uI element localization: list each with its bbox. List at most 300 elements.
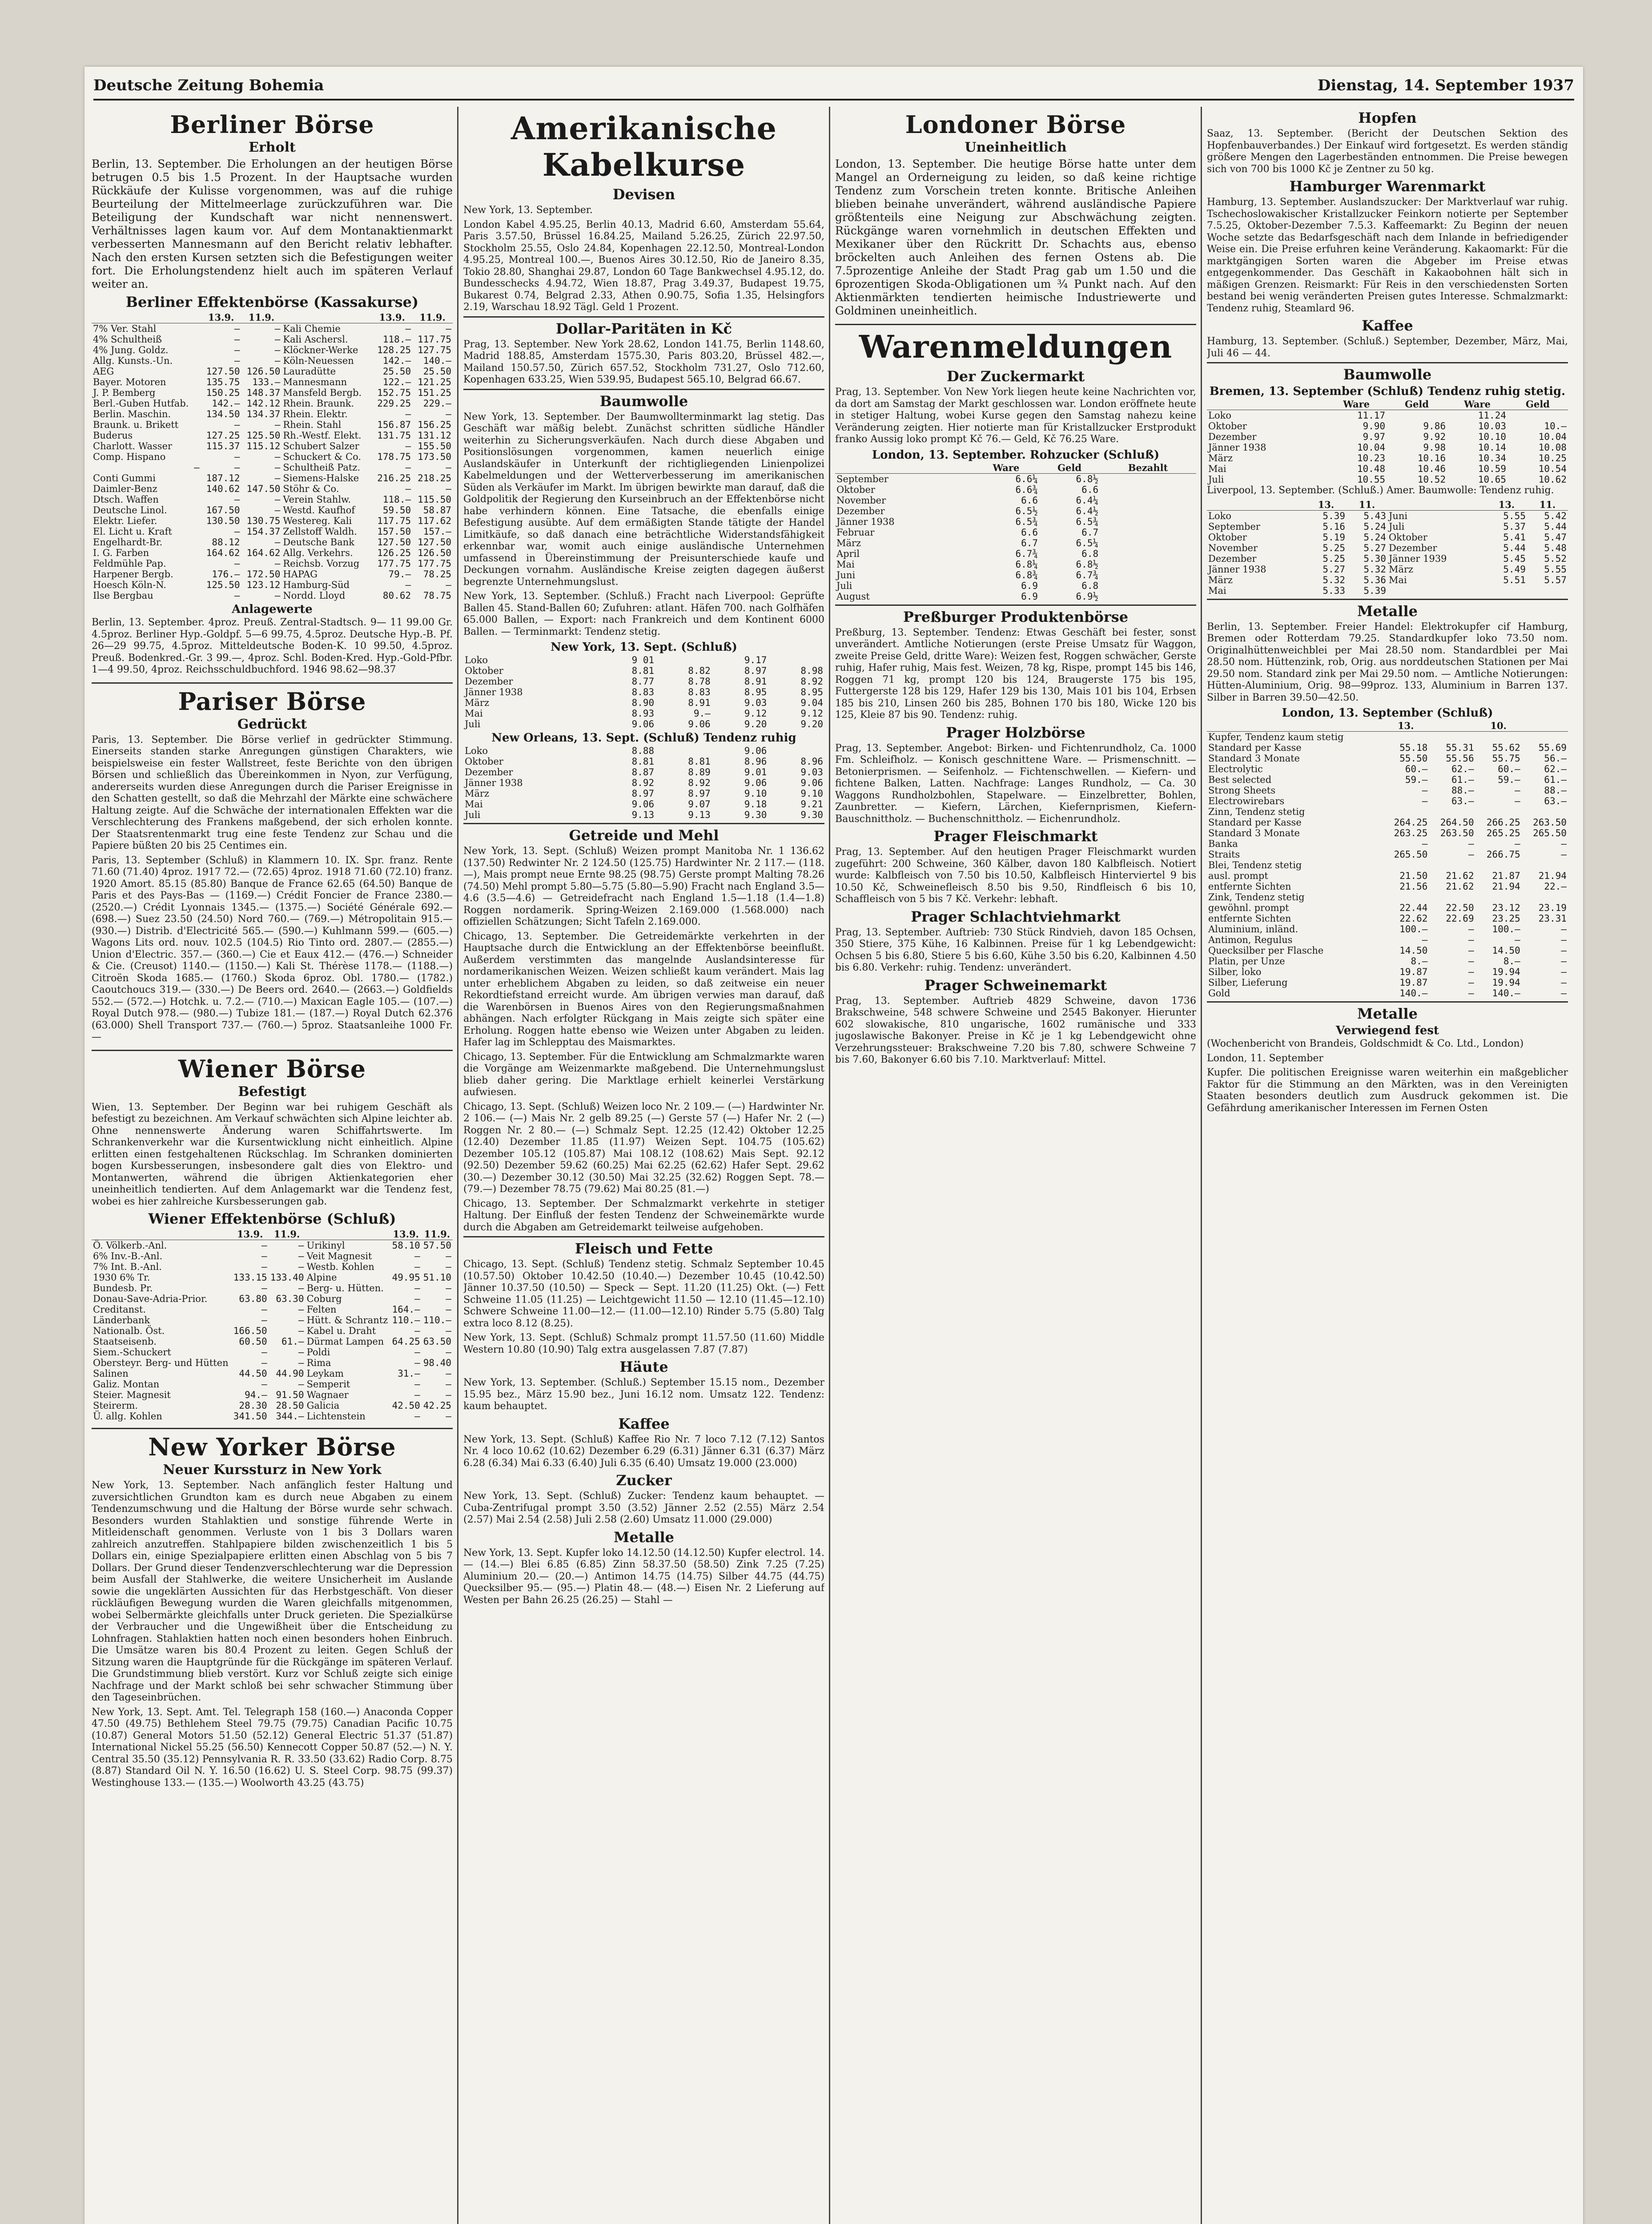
table-cell: 60.— bbox=[1498, 764, 1520, 774]
table-cell: 23.31 bbox=[1538, 913, 1567, 924]
table-cell bbox=[1100, 548, 1196, 559]
divider bbox=[835, 324, 1196, 325]
table-cell: 133.40 bbox=[270, 1272, 304, 1283]
table-row bbox=[463, 719, 824, 729]
section-title: Warenmeldungen bbox=[859, 328, 1173, 365]
section-title: Wiener Börse bbox=[178, 1054, 366, 1083]
table-cell: 6.6 bbox=[1021, 495, 1038, 506]
table-cell: Jänner 1938 bbox=[465, 687, 523, 697]
table-cell: 8.78 bbox=[688, 676, 711, 687]
table-cell: — bbox=[234, 451, 240, 462]
table-cell: 8.83 bbox=[631, 687, 655, 697]
table-cell: — bbox=[1468, 924, 1474, 935]
table-row bbox=[92, 1400, 453, 1411]
newspaper-page bbox=[84, 67, 1583, 2224]
table-cell: Juli bbox=[465, 810, 481, 820]
table-cell: — bbox=[261, 1283, 267, 1293]
table-row bbox=[463, 810, 824, 820]
table-cell: — bbox=[414, 1283, 420, 1293]
table-cell: — bbox=[1561, 849, 1567, 860]
table-cell: 56.— bbox=[1544, 753, 1567, 764]
table-row bbox=[463, 655, 824, 665]
sub-title: Baumwolle bbox=[1343, 366, 1432, 383]
table-cell: Juli bbox=[465, 719, 481, 729]
table-cell: 55.50 bbox=[1399, 753, 1428, 764]
table-row bbox=[92, 580, 453, 590]
quote-table bbox=[1207, 721, 1568, 999]
table-cell: — bbox=[1468, 977, 1474, 988]
table-cell: 110.— bbox=[392, 1315, 420, 1326]
table-cell: Hütt. & Schrantz bbox=[306, 1315, 388, 1326]
table-cell: 42.25 bbox=[423, 1400, 451, 1411]
table-cell bbox=[1100, 516, 1196, 527]
table-cell: 127.25 bbox=[206, 430, 240, 441]
table-cell: 115.50 bbox=[418, 494, 451, 505]
table-cell bbox=[1522, 892, 1568, 902]
table-header-cell: Ware bbox=[1447, 399, 1507, 410]
article-text: Prag, 13. September. Auftrieb: 730 Stück Rindvieh, davon 185 Ochsen, 350 Stiere, 375 Kühe, 16 Kalbinnen. Preise für 1 kg Lebendgewicht: Ochsen 5 bis 6.80, Stiere 5 bis 6.60, Kühe 3.50 bis 6.20, Kalbinnen 4.50 bis 6.80. Verkehr: ruhig. Tendenz: unverändert. bbox=[835, 927, 1196, 973]
divider bbox=[92, 1428, 453, 1429]
quote-text: New York, 13. Sept. Amt. Tel. Telegraph 158 (160.—) Anaconda Copper 47.50 (49.75) Bethlehem Steel 79.75 (79.75) Canadian Pacific 10.75 (10.87) General Motors 51.50 (52.12) General Electric 51.37 (51.87) International Nickel 55.25 (56.50) Kennecott Copper 50.87 (52.—) N. Y. Central 35.50 (35.12) Pennsylvania R. R. 33.50 (33.62) Radio Corp. 8.75 (8.87) Standard Oil N. Y. 16.50 (16.62) U. S. Steel Corp. 98.75 (99.37) Westinghouse 133.— (135.—) Woolworth 43.25 (43.75) bbox=[92, 1706, 453, 1789]
table-cell bbox=[1429, 806, 1475, 817]
dateline: New York, 13. September. bbox=[463, 205, 593, 216]
table-cell: — bbox=[234, 462, 240, 473]
article-text: New York, 13. September. Nach anfänglich fester Haltung und zuversichtlichen Grundton kam es durch neue Abgaben zu einem Tendenzumschwung und die Haltung der Börse wurde sehr schwach. Besonders wurden Stahlaktien und sonstige führende Werte in Mitleidenschaft genommen. Verluste von 1 bis 3 Dollars waren zahlreich anzutreffen. Stahlpapiere bilden zwischenzeitlich 1 bis 5 Dollars ein, einige Spezialpapiere erlitten einen Abschlag von 5 bis 7 Dollars. Der Grund dieser Tendenzverschlechterung war die Depression beim Ausfall der Stahlwerke, die weitere Unsicherheit im Auslande sowie die ungeklärten Aussichten für das Herbstgeschäft. Von dieser rückläufigen Bewegung wurden die Waren gleichfalls mitgenommen, wobei Selbermärkte gleichfalls unter Druck gerieten. Die Spezialkürse der Verbraucher und die Ungewißheit über die Entscheidung zu Lohnfragen. Stahlaktien hatten noch einen besonders hohen Einbruch. Die Umsätze waren bis 80.4 Prozent zu leiten. Gegen Schluß der Sitzung waren die Hauptgründe für die Rückgänge im späteren Verlauf. Die Grundstimmung blieb verstört. Kurz vor Schluß zeigte sich einige Nachfrage und der Markt schloß bei sehr schwacher Stimmung über den Tageseinbrüchen. bbox=[92, 1480, 453, 1703]
table-cell bbox=[1100, 591, 1196, 602]
table-cell: Juli bbox=[1208, 474, 1224, 485]
article-text: Prag, 13. September. Auftrieb 4829 Schweine, davon 1736 Brakschweine, 548 schwere Schweine und 2545 Bakonyer. Hierunter 602 slowakische, 810 ungarische, 1602 rumänische und 333 jugoslawische Bakonyer. Preise in Kč je 1 kg Lebendgewicht ohne Verzehrungssteuer: Brakschweine 7.20 bis 7.80, schwere Schweine 7 bis 7.60, Bakonyer 6.60 bis 7.10. Marktverlauf: Mittel. bbox=[835, 995, 1196, 1065]
table-cell: 117.62 bbox=[418, 516, 451, 526]
table-cell: — bbox=[446, 1347, 451, 1358]
table-cell: 5.44 bbox=[1503, 542, 1526, 553]
table-cell: Galiz. Montan bbox=[93, 1379, 160, 1390]
table-cell: — bbox=[1468, 967, 1474, 977]
table-cell: 6.8 bbox=[1081, 548, 1099, 559]
table-cell: 10.08 bbox=[1538, 442, 1567, 453]
table-row bbox=[1207, 945, 1568, 956]
table-cell bbox=[1383, 860, 1429, 870]
table-cell: Berg- u. Hütten. bbox=[306, 1283, 384, 1293]
table-cell: 118.— bbox=[382, 494, 411, 505]
table-cell: 5.25 bbox=[1322, 542, 1345, 553]
table-cell: Oktober bbox=[836, 484, 875, 495]
table-cell: 8.91 bbox=[688, 697, 711, 708]
table-cell: 60.— bbox=[1405, 764, 1428, 774]
table-cell: Engelhardt-Br. bbox=[93, 537, 163, 548]
table-cell: 9.06 bbox=[631, 719, 655, 729]
table-cell: — bbox=[261, 1347, 267, 1358]
table-cell: — bbox=[1468, 988, 1474, 999]
table-cell: — bbox=[261, 1261, 267, 1272]
table-cell: Silber, loko bbox=[1208, 967, 1262, 977]
table-cell: Mai bbox=[1388, 574, 1407, 585]
table-cell: 178.75 bbox=[377, 451, 411, 462]
table-cell: 121.25 bbox=[418, 377, 451, 387]
quote-text: Chicago, 13. Sept. (Schluß) Weizen loco Nr. 2 109.— (—) Hardwinter Nr. 2 106.— (—) Mais Nr. 2 gelb 89.25 (—) Gerste 57 (—) Hafer Nr. 2 (—) Roggen Nr. 2 80.— (—) Schmalz Sept. 12.25 (12.42) Oktober 12.25 (12.40) Dezember 11.85 (11.97) Weizen Sept. 104.75 (105.62) Dezember 105.12 (105.87) Mai 108.12 (108.62) Mais Sept. 92.12 (92.50) Dezember 59.62 (60.25) Mai 62.25 (62.62) Hafer Sept. 29.62 (30.—) Dezember 30.12 (30.50) Mai 32.25 (32.62) Roggen Sept. 78.— (79.—) Dezember 78.75 (79.62) Mai 80.25 (81.—) bbox=[463, 1101, 824, 1195]
table-cell: 8.95 bbox=[744, 687, 767, 697]
table-cell: — bbox=[414, 1411, 420, 1422]
table-cell: Kupfer, Tendenz kaum stetig bbox=[1208, 732, 1344, 742]
table-cell: 88.12 bbox=[212, 537, 240, 548]
sub-title: Hopfen bbox=[1358, 109, 1417, 126]
table-row bbox=[92, 1358, 453, 1368]
table-header-cell bbox=[1387, 500, 1486, 511]
table-cell: Poldi bbox=[306, 1347, 330, 1358]
table-cell bbox=[1522, 806, 1568, 817]
table-cell: — bbox=[274, 558, 281, 569]
article-text: Paris, 13. September. Die Börse verlief in gedrückter Stimmung. Einerseits standen starke Anregungen günstigen Charakters, wie beispielsweise ein fester Wallstreet, feste Berichte von den übrigen Börsen und schließlich das Übereinkommen in Nyon, zur Verfügung, andererseits wurden diese Anregungen durch die Pariser Ereignisse in den Schatten gestellt, so daß die Mehrzahl der Märkte eine schwächere Haltung zeigte. Auf die Schwäche der internationalen Effekten war die Verschlechterung des Frankens maßgebend, der sich erholen konnte. Der Staatsrentenmarkt trug eine feste Tendenz zur Schau und die Papiere büßten 20 bis 25 Centimes ein. bbox=[92, 734, 453, 851]
table-row bbox=[1207, 742, 1568, 753]
table-cell: Westd. Kaufhof bbox=[283, 505, 355, 516]
table-cell: — bbox=[261, 1315, 267, 1326]
paris-section bbox=[92, 687, 453, 1044]
table-cell: Standard per Kasse bbox=[1208, 742, 1302, 753]
table-row bbox=[92, 483, 453, 494]
table-cell: Oktober bbox=[465, 756, 503, 767]
table-cell: 5.24 bbox=[1363, 532, 1386, 543]
table-cell: — bbox=[274, 462, 281, 473]
table-row bbox=[1207, 774, 1568, 785]
table-cell: 5.47 bbox=[1544, 532, 1567, 543]
table-cell: 19.87 bbox=[1399, 967, 1428, 977]
table-cell: 9.06 bbox=[744, 745, 767, 756]
table-cell bbox=[1475, 892, 1522, 902]
sub-title: Metalle bbox=[1357, 1005, 1418, 1022]
table-header-cell bbox=[1207, 500, 1306, 511]
table-cell: 127.75 bbox=[418, 345, 451, 355]
sub-title: Getreide und Mehl bbox=[569, 827, 719, 844]
table-cell: — bbox=[405, 483, 411, 494]
table-cell: 9.30 bbox=[744, 810, 767, 820]
table-cell: 8.92 bbox=[631, 778, 655, 788]
table-cell: Jänner 1938 bbox=[465, 778, 523, 788]
table-row bbox=[1207, 764, 1568, 774]
table-cell: Dezember bbox=[1208, 553, 1257, 564]
quote-text: New York, 13. Sept. Kupfer loko 14.12.50 (14.12.50) Kupfer electrol. 14.— (14.—) Blei 6.85 (6.85) Zinn 58.37.50 (58.50) Zink 7.25 (7.25) Aluminium 20.— (20.—) Antimon 14.75 (14.75) Silber 44.75 (44.75) Quecksilber 95.— (95.—) Platin 48.— (48.—) Eisen Nr. 2 Lieferung auf Westen per Bahn 26.25 (26.25) — Stahl — bbox=[463, 1547, 824, 1606]
table-cell: — bbox=[446, 1379, 451, 1390]
table-title: London, 13. September (Schluß) bbox=[1282, 706, 1493, 720]
table-cell: — bbox=[405, 409, 411, 419]
table-row bbox=[1207, 817, 1568, 828]
table-cell: 55.56 bbox=[1446, 753, 1474, 764]
table-cell: 10.23 bbox=[1357, 453, 1386, 463]
table-header-cell: Geld bbox=[1039, 463, 1100, 474]
table-cell: 6.8 bbox=[1081, 580, 1099, 591]
table-row bbox=[835, 591, 1196, 602]
table-cell bbox=[1429, 892, 1475, 902]
table-cell: Conti Gummi bbox=[93, 473, 156, 483]
table-cell: 9.18 bbox=[744, 799, 767, 810]
table-cell: 156.25 bbox=[418, 419, 451, 430]
table-cell: 21.56 bbox=[1399, 881, 1428, 892]
table-cell: 8.88 bbox=[631, 745, 655, 756]
table-cell bbox=[1383, 732, 1429, 743]
table-cell: 5.41 bbox=[1503, 532, 1526, 543]
sub-title: Häute bbox=[619, 1358, 668, 1375]
table-cell: — bbox=[298, 1283, 304, 1293]
table-cell: 57.50 bbox=[423, 1240, 451, 1251]
table-cell: Loko bbox=[1208, 410, 1231, 421]
table-header-row bbox=[835, 463, 1196, 474]
table-cell: 63.— bbox=[1544, 796, 1567, 806]
table-header-row bbox=[1207, 500, 1568, 511]
table-cell: 10.65 bbox=[1478, 474, 1507, 485]
article-text: Berlin, 13. September. Freier Handel: Elektrokupfer cif Hamburg, Bremen oder Rotterdam 79.25. Standardkupfer loko 73.50 nom. Originalhüttenweichblei per Mai 28.50 nom. Standardblei per Mai 28.50 nom. Hüttenzink, rob, Orig. aus norddeutschen Stationen per Mai 29.50 nom. Standard zink per Mai 29.50 nom. — Amtliche Notierungen: Hütten-Aluminium, Orig. 98—99proz. 133, Aluminium in Barren 137. Silber in Barren 39.50—42.50. bbox=[1207, 621, 1568, 703]
divider bbox=[1207, 362, 1568, 363]
table-cell: — bbox=[274, 494, 281, 505]
hopfen-section bbox=[1207, 109, 1568, 1114]
table-cell: — bbox=[274, 323, 281, 334]
table-cell: 10.— bbox=[1544, 421, 1567, 431]
table-cell: Oktober bbox=[465, 665, 503, 676]
table-cell: 341.50 bbox=[233, 1411, 267, 1422]
sub-title: Prager Fleischmarkt bbox=[933, 828, 1098, 845]
table-cell: Zink, Tendenz stetig bbox=[1208, 892, 1305, 902]
table-cell: Kali Aschersl. bbox=[283, 334, 348, 345]
table-cell: Silber, Lieferung bbox=[1208, 977, 1288, 988]
table-cell: — bbox=[1561, 924, 1567, 935]
table-cell: 10.04 bbox=[1538, 431, 1567, 442]
table-cell: 9.03 bbox=[744, 697, 767, 708]
table-cell: September bbox=[836, 473, 888, 484]
table-cell: — bbox=[446, 1390, 451, 1400]
table-cell: 9.06 bbox=[800, 778, 823, 788]
table-cell: 63.30 bbox=[276, 1293, 304, 1304]
table-cell: November bbox=[1208, 542, 1258, 553]
table-cell bbox=[1383, 806, 1429, 817]
table-cell: entfernte Sichten bbox=[1208, 881, 1291, 892]
table-cell: 344.— bbox=[276, 1411, 304, 1422]
table-cell: 167.50 bbox=[206, 505, 240, 516]
table-cell: Jänner 1938 bbox=[1208, 442, 1266, 453]
table-row bbox=[835, 506, 1196, 516]
table-cell: 127.50 bbox=[377, 537, 411, 548]
table-header-cell: Geld bbox=[1387, 399, 1447, 410]
table-cell: — bbox=[1468, 849, 1474, 860]
dateline: London, 11. September bbox=[1207, 1052, 1324, 1064]
table-cell: 94.— bbox=[245, 1390, 267, 1400]
table-cell: 6.6 bbox=[1021, 527, 1038, 538]
table-cell: 100.— bbox=[1399, 924, 1428, 935]
table-row bbox=[92, 1304, 453, 1315]
table-cell: Banka bbox=[1208, 838, 1238, 849]
table-cell bbox=[1522, 732, 1568, 743]
table-cell: 130.50 bbox=[206, 516, 240, 526]
table-title: Wiener Effektenbörse (Schluß) bbox=[148, 1210, 396, 1227]
table-cell: 91.50 bbox=[276, 1390, 304, 1400]
table-row bbox=[92, 398, 453, 409]
table-cell: Rima bbox=[306, 1358, 331, 1368]
table-cell: 61.— bbox=[1544, 774, 1567, 785]
table-cell bbox=[655, 655, 712, 665]
table-cell: 4% Jung. Goldz. bbox=[93, 345, 169, 355]
sub-title: Kaffee bbox=[1362, 317, 1413, 334]
table-cell: 125.50 bbox=[206, 580, 240, 590]
table-cell: März bbox=[1208, 453, 1233, 463]
table-cell: Lichtenstein bbox=[306, 1411, 366, 1422]
table-cell: 6.6 bbox=[1081, 484, 1099, 495]
table-cell: — bbox=[1422, 796, 1428, 806]
table-title: Bremen, 13. September (Schluß) Tendenz ruhig stetig. bbox=[1209, 385, 1566, 398]
table-cell: — bbox=[194, 462, 200, 473]
table-row bbox=[92, 1379, 453, 1390]
table-header-cell: 11.9. bbox=[422, 1229, 453, 1240]
table-cell: 9.— bbox=[693, 708, 711, 719]
table-cell: 6.6¼ bbox=[1015, 473, 1038, 484]
column-2 bbox=[463, 107, 824, 2224]
table-cell: Urikinyl bbox=[306, 1240, 345, 1251]
table-row bbox=[1207, 753, 1568, 764]
table-header-cell bbox=[1207, 399, 1326, 410]
table-row bbox=[92, 1315, 453, 1326]
article-text: Berlin, 13. September. Die Erholungen an der heutigen Börse betrugen 0.5 bis 1.5 Prozent. In der Hauptsache wurden Rückkäufe der Kulisse vorgenommen, was auf die ruhige Beurteilung der Mittelmeerlage zurückzuführen war. Die Beteiligung der Kundschaft war nicht nennenswert. Verhältnisses lagen kaum vor. Auf dem Montanaktienmarkt verbesserten Mannesmann auf den Bericht relativ lebhafter. Nach den ersten Kursen setzten sich die Befestigungen weiter fort. Die Erholungstendenz hielt auch im späteren Verlauf weiter an. bbox=[92, 157, 453, 290]
table-cell: Februar bbox=[836, 527, 875, 538]
table-header-cell: 11.9. bbox=[269, 1229, 305, 1240]
table-cell: Electrolytic bbox=[1208, 764, 1263, 774]
table-cell: — bbox=[234, 345, 240, 355]
table-row bbox=[92, 569, 453, 580]
table-cell: — bbox=[274, 419, 281, 430]
table-cell bbox=[1429, 860, 1475, 870]
table-cell: entfernte Sichten bbox=[1208, 913, 1291, 924]
divider bbox=[92, 1050, 453, 1051]
table-row bbox=[92, 537, 453, 548]
table-cell: — bbox=[234, 355, 240, 366]
table-cell: 44.50 bbox=[239, 1368, 267, 1379]
table-cell: 9.01 bbox=[744, 767, 767, 778]
table-cell: Dezember bbox=[1388, 542, 1437, 553]
table-cell: 22.62 bbox=[1399, 913, 1428, 924]
table-cell: 10.25 bbox=[1538, 453, 1567, 463]
section-subtitle: Erholt bbox=[249, 140, 296, 155]
table-header-cell: Bezahlt bbox=[1100, 463, 1196, 474]
table-cell: 10.54 bbox=[1538, 463, 1567, 474]
table-cell: 123.12 bbox=[246, 580, 281, 590]
column-rule bbox=[1201, 107, 1202, 2224]
table-cell: 23.19 bbox=[1538, 902, 1567, 913]
table-cell: Standard 3 Monate bbox=[1208, 828, 1300, 838]
table-row bbox=[1207, 543, 1568, 553]
table-cell: 126.25 bbox=[377, 548, 411, 558]
table-cell: 5.25 bbox=[1322, 553, 1345, 564]
table-cell: Hoesch Köln-N. bbox=[93, 580, 166, 590]
table-cell: 21.62 bbox=[1446, 870, 1474, 881]
table-cell: — bbox=[1515, 838, 1520, 849]
table-cell: 55.75 bbox=[1492, 753, 1520, 764]
table-cell: — bbox=[261, 1240, 267, 1251]
table-cell: 8.92 bbox=[800, 676, 823, 687]
table-cell: August bbox=[836, 591, 870, 602]
table-cell: 55.31 bbox=[1446, 742, 1474, 753]
table-cell: 5.33 bbox=[1322, 585, 1345, 596]
table-header-row bbox=[1207, 399, 1568, 410]
table-row bbox=[92, 1326, 453, 1336]
table-cell: Ü. allg. Kohlen bbox=[93, 1411, 162, 1422]
article-text: Chicago, 13. September. Für die Entwicklung am Schmalzmarkte waren die Vorgänge am Weizenmarkte maßgebend. Die Unternehmungslust blieb daher gering. Die Marktlage erhielt keinerlei Verstärkung aufwiesen. bbox=[463, 1051, 824, 1098]
divider bbox=[1207, 1001, 1568, 1003]
paper-name: Deutsche Zeitung Bohemia bbox=[93, 77, 324, 94]
table-cell: 23.25 bbox=[1492, 913, 1520, 924]
article-text: New York, 13. Sept. (Schluß) Weizen prompt Manitoba Nr. 1 136.62 (137.50) Redwinter Nr. 2 124.50 (125.75) Hardwinter Nr. 2 117.— (118.—), Mais prompt neue Ernte 98.25 (98.75) Gerste prompt Malting 78.26 (74.50) Mehl prompt 5.80—5.75 (5.80—5.90) Fracht nach England 3.5—4.6 (3.5—4.6) — Getreidefracht nach England 1.5—1.18 (1.4—1.8) Roggen nordamerik. Spring-Weizen 2.169.000 (1.568.000) nach offiziellen Schätzungen; Sicht Tafeln 2.169.000. bbox=[463, 846, 824, 927]
table-row bbox=[92, 548, 453, 558]
table-cell: 10.46 bbox=[1417, 463, 1446, 474]
table-cell: 8.91 bbox=[744, 676, 767, 687]
table-cell: 6.8½ bbox=[1076, 559, 1099, 570]
table-cell: — bbox=[446, 1251, 451, 1261]
table-cell: April bbox=[836, 548, 860, 559]
table-cell bbox=[1100, 527, 1196, 538]
table-cell: Siem.-Schuckert bbox=[93, 1347, 171, 1358]
table-cell: Juli bbox=[1388, 521, 1405, 532]
table-title: London, 13. September. Rohzucker (Schluß) bbox=[872, 448, 1160, 462]
divider bbox=[463, 823, 824, 824]
table-cell bbox=[1100, 538, 1196, 548]
table-row bbox=[92, 355, 453, 366]
table-cell: Deutsche Bank bbox=[283, 537, 355, 548]
table-cell: 42.50 bbox=[392, 1400, 420, 1411]
table-cell: Rhein. Elektr. bbox=[283, 409, 348, 419]
table-cell: Charlott. Wasser bbox=[93, 441, 173, 451]
table-row bbox=[92, 1411, 453, 1422]
table-cell: 6.7 bbox=[1021, 537, 1038, 548]
table-cell: 88.— bbox=[1544, 785, 1567, 796]
table-cell: 5.43 bbox=[1363, 510, 1386, 521]
table-row bbox=[1207, 732, 1568, 743]
table-cell: 7% Ver. Stahl bbox=[93, 323, 157, 334]
table-cell: 265.50 bbox=[1533, 828, 1567, 838]
table-title: Anlagewerte bbox=[232, 603, 313, 616]
sub-title: Kaffee bbox=[618, 1415, 670, 1432]
table-cell: Felten bbox=[306, 1304, 337, 1315]
table-cell: Mai bbox=[465, 708, 483, 719]
table-cell: 150.25 bbox=[206, 387, 240, 398]
table-cell: Klöckner-Werke bbox=[283, 345, 358, 355]
table-header-cell: Geld bbox=[1507, 399, 1568, 410]
table-cell: 6.8¾ bbox=[1015, 569, 1038, 580]
table-cell bbox=[1387, 585, 1486, 596]
table-row bbox=[835, 580, 1196, 591]
table-row bbox=[835, 484, 1196, 495]
table-cell: — bbox=[298, 1358, 304, 1368]
table-cell: — bbox=[446, 409, 451, 419]
table-cell: 5.32 bbox=[1322, 574, 1345, 585]
table-cell: — bbox=[405, 462, 411, 473]
table-cell: 55.18 bbox=[1399, 742, 1428, 753]
table-cell: 9.86 bbox=[1423, 421, 1446, 431]
table-cell: gewöhnl. prompt bbox=[1208, 902, 1289, 913]
table-row bbox=[1207, 881, 1568, 892]
table-row bbox=[1207, 924, 1568, 935]
section-subtitle: Befestigt bbox=[238, 1084, 306, 1100]
table-cell: 8.87 bbox=[631, 767, 655, 778]
table-cell bbox=[1475, 806, 1522, 817]
table-cell: 8.93 bbox=[631, 708, 655, 719]
table-cell: 8.90 bbox=[631, 697, 655, 708]
table-cell: — bbox=[234, 558, 240, 569]
table-header-cell: Ware bbox=[1326, 399, 1387, 410]
table-cell: — bbox=[274, 473, 281, 483]
table-cell: 61.— bbox=[281, 1336, 304, 1347]
table-cell: — bbox=[446, 483, 451, 494]
table-cell: — bbox=[261, 1251, 267, 1261]
table-row bbox=[835, 473, 1196, 484]
table-row bbox=[1207, 892, 1568, 902]
table-cell: 5.32 bbox=[1363, 564, 1386, 575]
table-cell: 62.— bbox=[1544, 764, 1567, 774]
table-cell: 10.48 bbox=[1357, 463, 1386, 474]
table-cell: Ö. Völkerb.-Anl. bbox=[93, 1240, 167, 1251]
table-cell: 9.17 bbox=[744, 655, 767, 665]
